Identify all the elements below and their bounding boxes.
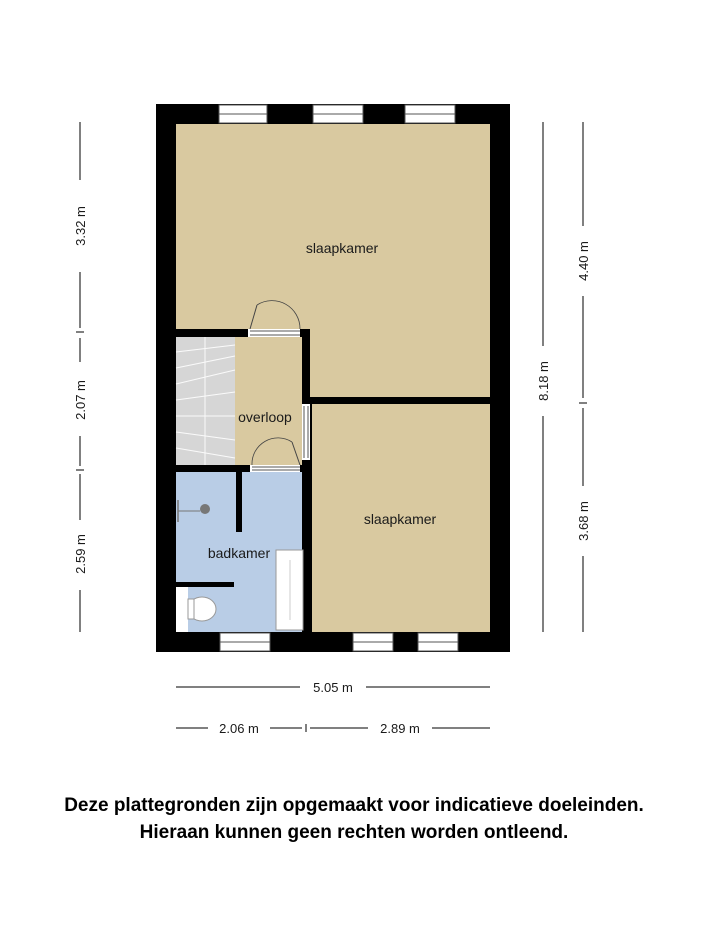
door-bedroom-bottom bbox=[302, 404, 310, 460]
room-label-bathroom: badkamer bbox=[207, 545, 271, 561]
dim-left-bottom: 2.59 m bbox=[73, 534, 88, 574]
dim-bottom-left: 2.06 m bbox=[219, 721, 259, 736]
disclaimer-line-1: Deze plattegronden zijn opgemaakt voor indicatieve doeleinden. bbox=[64, 795, 644, 816]
dim-total-height: 8.18 m bbox=[536, 361, 551, 401]
windows-top bbox=[219, 105, 455, 123]
dim-bottom-right: 2.89 m bbox=[380, 721, 420, 736]
dim-left-top: 3.32 m bbox=[73, 206, 88, 246]
room-label-bedroom-top: slaapkamer bbox=[305, 240, 379, 256]
room-bedroom-top bbox=[176, 124, 490, 329]
room-landing bbox=[235, 337, 302, 465]
room-bedroom-top-ext bbox=[310, 329, 490, 397]
room-label-landing: overloop bbox=[238, 409, 292, 425]
dimension-right-split bbox=[579, 122, 587, 632]
dim-right-top: 4.40 m bbox=[576, 241, 591, 281]
bathtub-icon bbox=[276, 550, 303, 630]
dim-right-bottom: 3.68 m bbox=[576, 501, 591, 541]
dim-total-width: 5.05 m bbox=[313, 680, 353, 695]
wall-toilet-box bbox=[176, 582, 234, 587]
wall-bedroom-divider bbox=[302, 397, 490, 404]
dim-left-mid: 2.07 m bbox=[73, 380, 88, 420]
wall-bath-stub bbox=[236, 472, 242, 532]
disclaimer-line-2: Hieraan kunnen geen rechten worden ontleend. bbox=[139, 822, 569, 843]
room-label-bedroom-bottom: slaapkamer bbox=[363, 511, 437, 527]
